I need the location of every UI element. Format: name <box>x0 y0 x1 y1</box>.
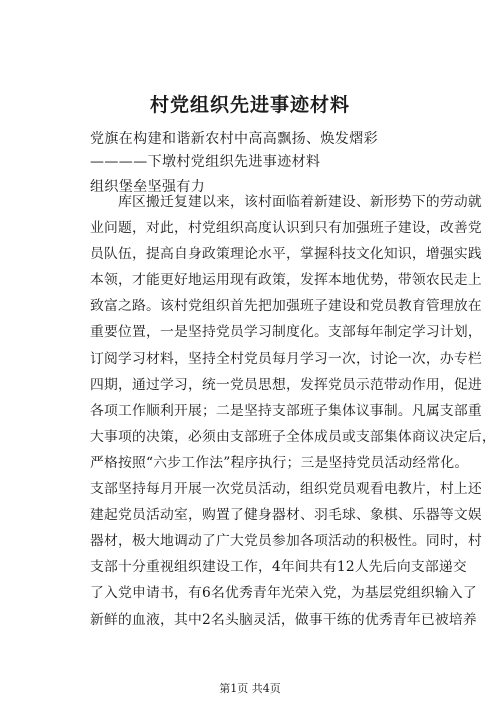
document-title: 村党组织先进事迹材料 <box>149 94 350 116</box>
page-number-footer: 第1页 共4页 <box>219 682 281 695</box>
body-line: 本领，才能更好地运用现有政策，发挥本地优势，带领农民走上 <box>90 272 482 289</box>
body-line: 新鲜的血液，其中2名头脑灵活，做事干练的优秀青年已被培养 <box>90 611 477 628</box>
body-line: 四期，通过学习，统一党员思想，发挥党员示范带动作用，促进 <box>90 376 482 393</box>
body-line: 库区搬迁复建以来，该村面临着新建设、新形势下的劳动就 <box>118 194 482 210</box>
body-line: 重要位置，一是坚持党员学习制度化。支部每年制定学习计划， <box>90 324 482 341</box>
body-line: 业问题，对此，村党组织高度认识到只有加强班子建设，改善党 <box>90 220 482 237</box>
body-line: 支部十分重视组织建设工作，4年间共有12人先后向支部递交 <box>90 559 467 576</box>
body-text <box>90 189 496 633</box>
section-heading: 组织堡垒坚强有力 <box>90 179 206 195</box>
body-line: 订阅学习材料，坚持全村党员每月学习一次，讨论一次，办专栏 <box>90 350 482 367</box>
body-line: 支部坚持每月开展一次党员活动，组织党员观看电教片，村上还 <box>90 481 482 498</box>
body-line: 器材，极大地调动了广大党员参加各项活动的积极性。同时，村 <box>90 533 482 550</box>
body-line: 建起党员活动室，购置了健身器材、羽毛球、象棋、乐器等文娱 <box>90 507 482 524</box>
body-line: 员队伍，提高自身政策理论水平，掌握科技文化知识，增强实践 <box>90 246 482 263</box>
body-line: 致富之路。该村党组织首先把加强班子建设和党员教育管理放在 <box>90 298 482 315</box>
subtitle-line: ————下墩村党组织先进事迹材料 <box>90 154 321 170</box>
body-line: 大事项的决策，必须由支部班子全体成员或支部集体商议决定后， <box>90 428 496 445</box>
subtitle-line: 党旗在构建和谐新农村中高高飘扬、焕发熠彩 <box>90 131 378 147</box>
body-line: 了入党申请书，有6名优秀青年光荣入党，为基层党组织输入了 <box>90 585 477 602</box>
body-line: 各项工作顺利开展；二是坚持支部班子集体议事制。凡属支部重 <box>90 402 482 419</box>
body-line: 严格按照“六步工作法”程序执行；三是坚持党员活动经常化。 <box>90 454 469 471</box>
